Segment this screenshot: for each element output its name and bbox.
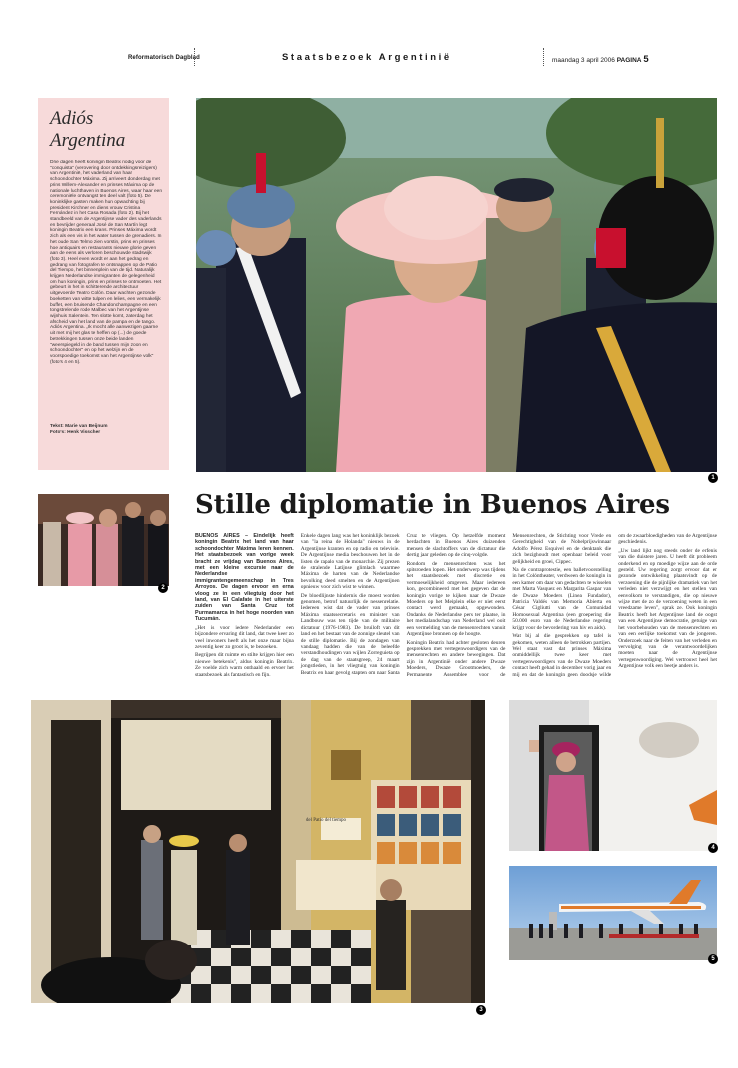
article-paragraph: Rondom de mensenrechten was het spitsroeden lopen. Het onderwerp was tijdens het staatsbezoek met discretie en vermoeselijkheid omgeven. Maar iedereen kon, gecombineerd met het gegeven dat de koningin vorige te kijken naar de Dwaze Moeders op het Meiplein elke er niet eerst contact werd gemaakt, opgewonden. Ondanks de Nederlandse pers ter plaatse, in het medialandschap van Nederland wel ooit een vermelding van de mensenrechten vanuit Argentijnse bronnen op de hoogte. [406,560,506,638]
page-label: PAGINA [616,57,642,64]
sidebar-title-line1: Adiós [50,108,94,129]
sidebar-body: Drie dagen heeft koningin Beatrix nodig voor de "conquista" (verovering door ontdekkingsreizigers) van Argentinië, het vaderland van haar schoondochter Máxima. Zij arriveert donderdag met prins Willem-Alexander en prinses Máxima op de nationale luchthaven in Buenos Aires, waar haar een ceremoniële ontvangst ten deel valt (foto 5). De koninklijke gasten maken hun opwachting bij president Kirchner en diens vrouw Cristina Fernández in het Casa Rosada (foto 2). Bij het standbeeld van de Argentijnse vader des vaderlands en bevrijder generaal José de San Martín legt koningin Beatrix een krans. Prinses Máxima wordt zich als een vis in het water tussen de grenadiers. In het oude San Telmo zien vorstin, prins en prinses hoe antiquairs en restaurants nieuwe glorie geven aan de eens als verloren beschouwde stadswijk (foto 3). Heel even wordt er aan het gedrag en gedrang van fotografen te ontsnappen op de Patio del Tiempo, het binnenplein van de tijd. Naturalijk krijgen Nederlandse immigranten de gelegenheid om hun koningin, prins en prinses te ontmoeten. Het gebeurt in het in schitterende architectuur uitgevoerde Teatro Colón. Daar wachten gezonde boeketten van witte tulpen en lelies, een vermakelijk buffet, een bruisende Chandonchampagne en een tongstrelende rode Malbec van het Argentijnse wijnhuis Salentein. Ten slotte komt, zaterdag het afscheid van het land van de pampa en de tango. Adiós Argentina. „Ik mocht alle aanwezigen gaarne uit met mij het glas te heffen op (...) de goede betrekkingen tussen onze beide landen "weerspiegeld in de band tussen mijn zoon en schoondochter" en op het welzijn en de voorspoedige toekomst van het Argentijnse volk" (foto's 4 en 5). [50,160,162,365]
article-paragraph: De bloedlijnste hindernis die moest worden genomen, betrof natuurlijk de nessenrelatie. Iedereen wist dat de vader van prinses Máxima staatssecretaris en minister van Landbouw was ten tijde van de militaire dictatuur (1976-1983). De bruiloft van dit land en het bestaat van de zonnige sleutel van de stille diplomatie. Bij de zondagen van vandaag hadden die van de beleefde verstandhoudingen van wijlen Zorreguieta op de dag van de staatsgreep, 24 maart jongstleden, in het vliegtuig van koningin Beatrix en haar gevolg stapten om naar Santa Cruz te vliegen. Op hetzelfde moment herdachten in Buenos Aires duizenden mensen de slachtoffers van de dictatuur die dertig jaar geleden op de cinq-volgde. [300,533,506,676]
newspaper-name: Reformatorisch Dagblad [128,55,200,61]
photo-credit: Foto's: Henk Visscher [50,430,101,435]
article-paragraph: Begrijpen dit ruimte en stilte krijgen hier een nieuwe betekenis", aldus koningin Beatrix. Ze voelde zich warm onthaald en ervoer het staatsbezoek als fantastisch en fijn. [195,652,294,678]
article-paragraph: „Het is voor iedere Nederlander een bijzondere ervaring dit land, dat twee keer zo veel inwoners heeft als het onze maar bijna zeventig keer zo groot is, te bezoeken. [195,624,294,650]
sidebar-title-line2: Argentina [50,130,126,151]
article-lead: BUENOS AIRES – Eindelijk heeft koningin Beatrix het land van haar schoondochter Máxima leren kennen. Het staatsbezoek van vorige week bracht ze vrijdag van Buenos Aires, met een kleine excursie naar de Nederlandse immigrantengemeenschap in Tres Arroyos. De dagen ervoor en erna vloog ze in een vliegtuig door het land, van El Calafate in het uiterste zuiden van Santa Cruz tot Purmamarca in het hoge noorden van Tucumán. [195,533,294,623]
text-credit: Tekst: Marie van Beijnum [50,424,108,429]
photo-number-4: 4 [708,843,718,853]
photo-san-telmo-patio [31,700,485,1003]
photo-main-queen-guards [196,98,717,472]
article-paragraph: Enkele dagen lang was het koninklijk bezoek van "la reina de Holanda" nieuws in de Argentijnse kranten en op radio en televisie. De Argentijnse media beschouwen het in de listen de rapalo van de monarchie. Zij prezen de stralende Latijnse glimlach waarmee Máxima de harten van de Nederlandse bevolking deed smelten en de Argentijnen opnieuw voor zich wist te winnen. [300,533,400,591]
page-info [552,54,649,65]
article-headline: Stille diplomatie in Buenos Aires [195,490,670,520]
photo-casa-rosada [38,494,169,586]
article-paragraph: „Uw land lijkt nog steeds onder de erfenis van die duistere jaren. U heeft dit probleem onderkend en op moedige wijze aan de orde gesteld. Uw regering zorgt ervoor dat er gezonde ontwikkeling plaatsvindt op de verzoening die de pijnlijke dramatiek van het verleden niet verzwijgt en het stellen van eenvolkom te verstandigen, die op nieuwe wijze met de zo de verzoening weten in een vreedzame leven", sprak ze. Ook koningin Beatrix heeft het Argentijnse land de oogst van een Argentijnse democratie, getuige van het voorbehouden van de mensenrechten en van een eerlijke toekomst van de jongeren. Onderzoek naar de feiten van het verleden en vervolging van de verantwoordelijken moeten naar de Argentijnse vertegenwoordiging. Wel vertrouwt heel het Argentijnse volk een beetje anders is. [618,547,717,670]
photo-airport-arrival [509,866,717,960]
photo-number-2: 2 [158,583,168,593]
section-title: Staatsbezoek Argentinië [282,52,452,63]
article-paragraph: Wat bij al die gesprekken op tafel is gekomen, weten alleen de betrokken partijen. Wel staat vast dat prinses Máxima onmiddellijk twee keer met vertegenwoordigers van de Dwaze Moeders contact heeft gehad in december vorig jaar en mij en dat de koningin geen doodsje wilde om de zwaarbloedigheden van de Argentijnse geschiedenis. [512,533,717,678]
header-divider-right [543,48,544,66]
photo-airplane-door [509,700,717,851]
header-divider-left [194,48,195,66]
patio-sign: del Patio del tiempo [305,818,347,823]
article-paragraph: Na de contraprotestie, een balletvoorstelling in het Colóntheater, verdween de koningin in een kamer om daar van gedachten te wisselen met Marta Vasquez en Margarita Gaspar van de Dwaze Moeders (Linea Fundador), Patricia Valdés van Memoria Abierta en César Cigliutti van de Comunidad Homosexual Argentina (een groepering die 50.000 euro van de Nederlandse regering krijgt voor de bevordering van hiv en aids). [512,567,612,631]
article-body [195,533,717,685]
sidebar-credits [50,424,162,436]
photo-number-3: 3 [476,1005,486,1015]
article-paragraph: Koningin Beatrix had achter gesloten deuren gesprekken met vertegenwoordigers van de mensenrechten en andere bewegingen. Dat zijn in Argentinië onder andere Dwaze Moeders, Dwaze Grootmoeders, de Permanente Assemblee voor de Mensenrechten, de Stichting voor Vrede en Gerechtigheid van de Nobelprijswinnaar Adolfo Pérez Esquivel en de denktank die zich bezighoudt met openbaar beleid voor gelijkheid en groei, Cippec. [406,533,612,678]
photo-number-5: 5 [708,954,718,964]
issue-date: maandag 3 april 2006 [552,57,615,64]
sidebar-title [50,108,165,152]
page-number: 5 [643,54,649,65]
photo-number-1: 1 [708,473,718,483]
